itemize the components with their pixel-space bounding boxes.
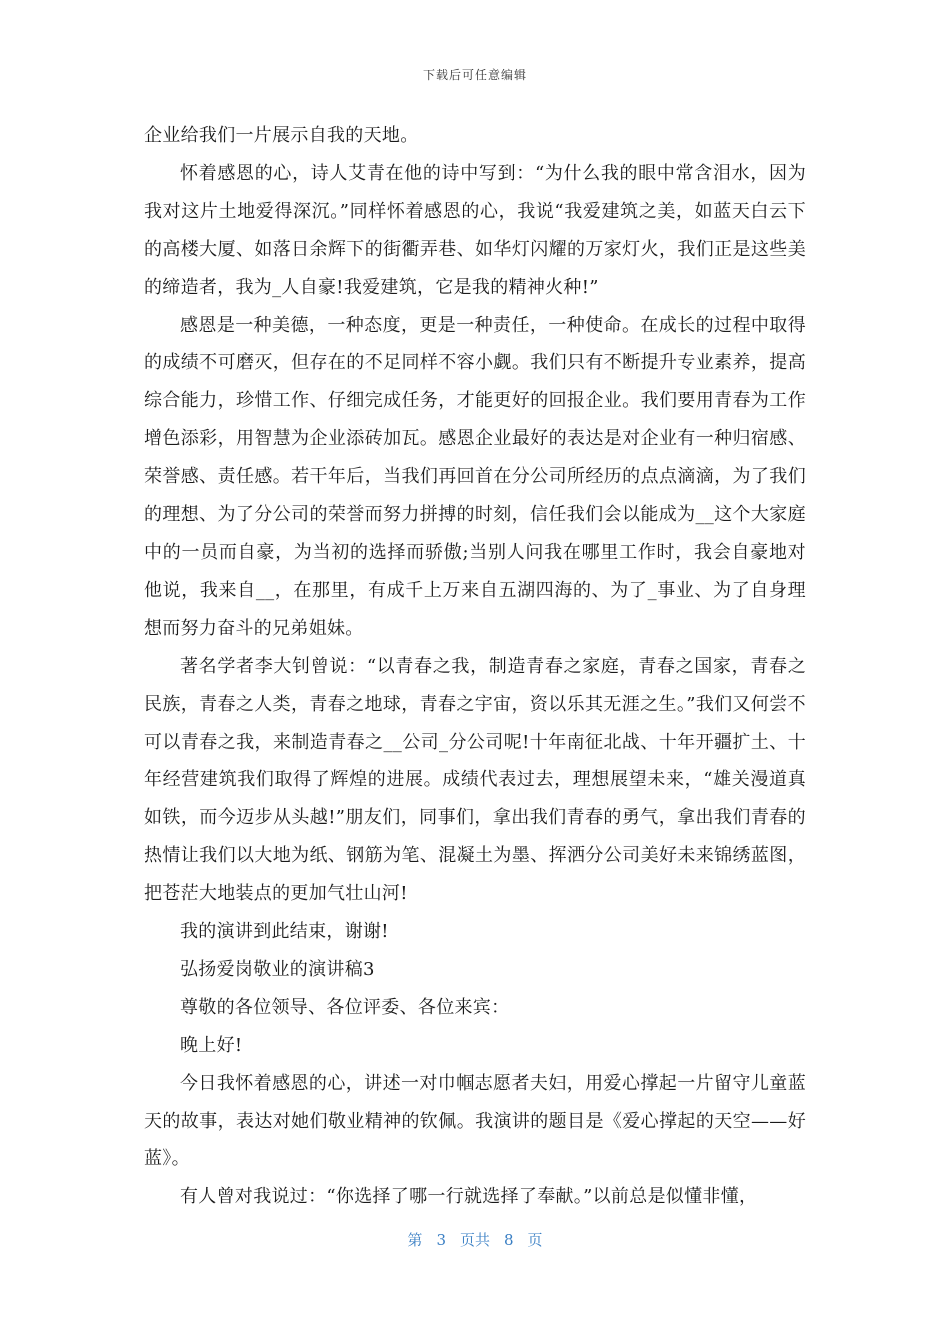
footer-word-end: 页: [527, 1231, 543, 1249]
paragraph-greeting: 晚上好!: [180, 1034, 243, 1056]
current-page-number: 3: [436, 1231, 446, 1249]
section-title: 弘扬爱岗敬业的演讲稿3: [180, 958, 375, 980]
document-body: [144, 117, 806, 1216]
paragraph-closing: 我的演讲到此结束，谢谢!: [180, 921, 389, 943]
paragraph: 怀着感恩的心，诗人艾青在他的诗中写到：“为什么我的眼中常含泪水，因为我对这片土地爱得深沉。”同样怀着感恩的心，我说“我爱建筑之美，如蓝天白云下的高楼大厦、如落日余辉下的街衢弄巷、如华灯闪耀的万家灯火，我们正是这些美的缔造者，我为_人自豪!我爱建筑，它是我的精神火种!”: [144, 162, 806, 298]
paragraph: 有人曾对我说过：“你选择了哪一行就选择了奉献。”以前总是似懂非懂，: [180, 1186, 758, 1208]
paragraph: 著名学者李大钊曾说：“以青春之我，制造青春之家庭，青春之国家，青春之民族，青春之人类，青春之地球，青春之宇宙，资以乐其无涯之生。”我们又何尝不可以青春之我，来制造青春之__公司_分公司呢!十年南征北战、十年开疆扩土、十年经营建筑我们取得了辉煌的进展。成绩代表过去，理想展望未来，“雄关漫道真如铁，而今迈步从头越!”朋友们，同事们，拿出我们青春的勇气，拿出我们青春的热情让我们以大地为纸、钢筋为笔、混凝土为墨、挥洒分公司美好未来锦绣蓝图，把苍茫大地装点的更加气壮山河!: [144, 655, 806, 905]
paragraph: 今日我怀着感恩的心，讲述一对巾帼志愿者夫妇，用爱心撑起一片留守儿童蓝天的故事，表达对她们敬业精神的钦佩。我演讲的题目是《爱心撑起的天空——好蓝》。: [144, 1072, 806, 1170]
page-header-note: 下载后可任意编辑: [422, 68, 527, 82]
total-pages-number: 8: [504, 1231, 514, 1249]
page-footer: [0, 1229, 950, 1250]
paragraph-salutation: 尊敬的各位领导、各位评委、各位来宾：: [180, 996, 510, 1018]
paragraph: 感恩是一种美德，一种态度，更是一种责任，一种使命。在成长的过程中取得的成绩不可磨灭，但存在的不足同样不容小觑。我们只有不断提升专业素养，提高综合能力，珍惜工作、仔细完成任务，才能更好的回报企业。我们要用青春为工作增色添彩，用智慧为企业添砖加瓦。感恩企业最好的表达是对企业有一种归宿感、荣誉感、责任感。若干年后，当我们再回首在分公司所经历的点点滴滴，为了我们的理想、为了分公司的荣誉而努力拼搏的时刻，信任我们会以能成为__这个大家庭中的一员而自豪，为当初的选择而骄傲;当别人问我在哪里工作时，我会自豪地对他说，我来自__，在那里，有成千上万来自五湖四海的、为了_事业、为了自身理想而努力奋斗的兄弟姐妹。: [144, 314, 806, 639]
footer-word-page: 第: [407, 1231, 423, 1249]
footer-word-of: 页共: [459, 1231, 490, 1249]
paragraph: 企业给我们一片展示自我的天地。: [144, 125, 419, 146]
